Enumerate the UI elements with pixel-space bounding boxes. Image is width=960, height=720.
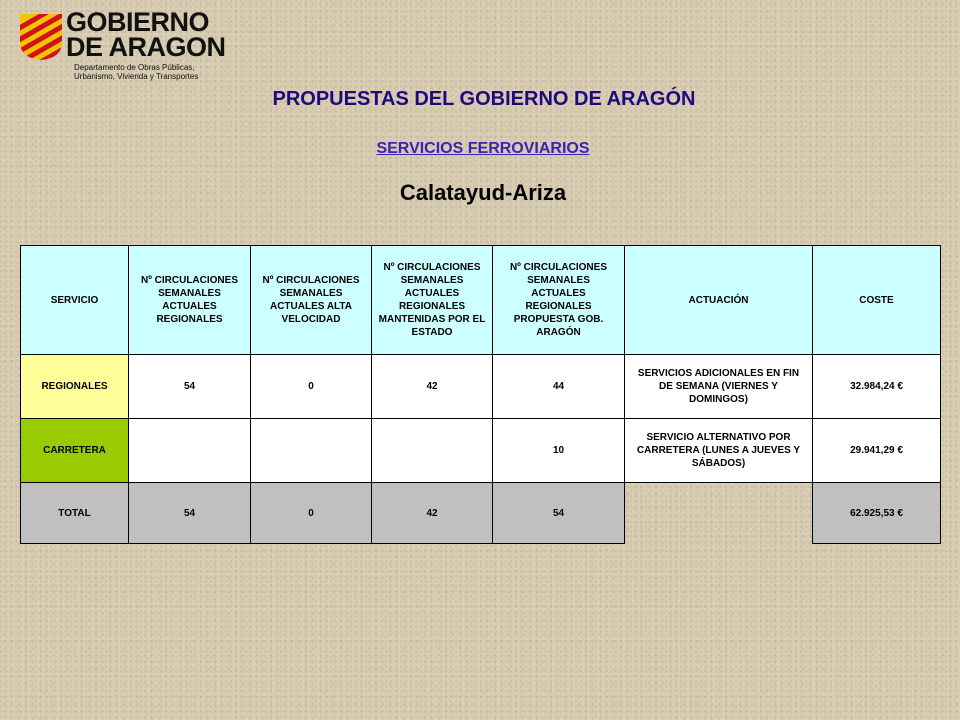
table-cell: 42 [372, 355, 493, 419]
logo-line-2: DE ARAGON [66, 32, 226, 62]
table-cell [251, 419, 372, 483]
logo-wordmark [66, 7, 226, 62]
gobierno-aragon-logo [16, 7, 226, 82]
total-cell: 54 [129, 483, 251, 544]
department-name [74, 63, 198, 81]
service-cell: REGIONALES [21, 355, 129, 419]
table-cell: 0 [251, 355, 372, 419]
department-line-2: Urbanismo, Vivienda y Transportes [74, 72, 199, 81]
column-header: SERVICIO [21, 246, 129, 355]
department-line-1: Departamento de Obras Públicas, [74, 63, 195, 72]
column-header: Nº CIRCULACIONES SEMANALES ACTUALES REGIONALES [129, 246, 251, 355]
page-title: PROPUESTAS DEL GOBIERNO DE ARAGÓN [272, 88, 696, 110]
table-cell: 10 [493, 419, 625, 483]
table-cell: 44 [493, 355, 625, 419]
section-subtitle: SERVICIOS FERROVIARIOS [376, 140, 590, 157]
table-cell [372, 419, 493, 483]
cost-cell: 32.984,24 € [813, 355, 941, 419]
table-row [21, 419, 941, 483]
table-cell: 54 [129, 355, 251, 419]
table-header-row [21, 246, 941, 355]
column-header: Nº CIRCULACIONES SEMANALES ACTUALES REGIONALES MANTENIDAS POR EL ESTADO [372, 246, 493, 355]
total-cell: 54 [493, 483, 625, 544]
aragon-flag-icon [18, 12, 64, 62]
logo-line-1: GOBIERNO [66, 7, 210, 37]
column-header: Nº CIRCULACIONES SEMANALES ACTUALES ALTA VELOCIDAD [251, 246, 372, 355]
table-row [21, 355, 941, 419]
total-cell: 42 [372, 483, 493, 544]
total-cost-cell: 62.925,53 € [813, 483, 941, 544]
column-header: ACTUACIÓN [625, 246, 813, 355]
total-cell: 0 [251, 483, 372, 544]
service-cell: CARRETERA [21, 419, 129, 483]
action-cell: SERVICIO ALTERNATIVO POR CARRETERA (LUNES A JUEVES Y SÁBADOS) [625, 419, 813, 483]
column-header: Nº CIRCULACIONES SEMANALES ACTUALES REGIONALES PROPUESTA GOB. ARAGÓN [493, 246, 625, 355]
total-label: TOTAL [21, 483, 129, 544]
table-cell [129, 419, 251, 483]
total-row [21, 483, 941, 544]
empty-cell [625, 483, 813, 544]
cost-cell: 29.941,29 € [813, 419, 941, 483]
services-table [20, 245, 941, 544]
action-cell: SERVICIOS ADICIONALES EN FIN DE SEMANA (VIERNES Y DOMINGOS) [625, 355, 813, 419]
column-header: COSTE [813, 246, 941, 355]
route-name: Calatayud-Ariza [399, 180, 567, 205]
